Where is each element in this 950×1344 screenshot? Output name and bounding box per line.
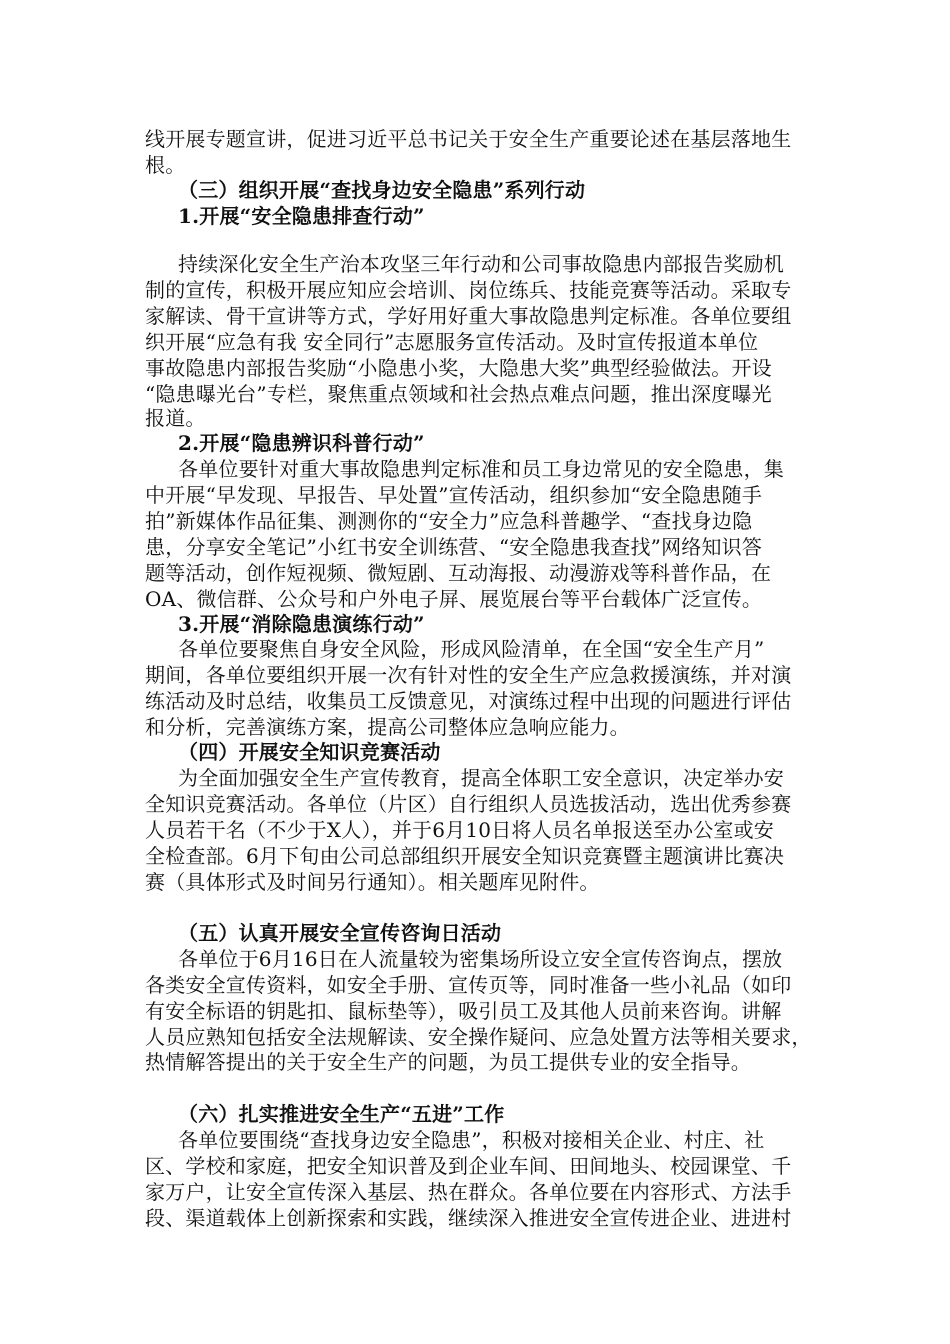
body-text-line: 期间，各单位要组织开展一次有针对性的安全生产应急救援演练，并对演 [145, 663, 792, 687]
subheading-3: 3.开展“消除隐患演练行动” [178, 612, 425, 636]
body-text-line: 段、渠道载体上创新探索和实践，继续深入推进安全宣传进企业、进进村 [145, 1206, 792, 1230]
body-text-line: OA、微信群、公众号和户外电子屏、展览展台等平台载体广泛宣传。 [145, 587, 763, 611]
body-text-line: 家万户，让安全宣传深入基层、热在群众。各单位要在内容形式、方法手 [145, 1180, 792, 1204]
section-heading-3: （三）组织开展“查找身边安全隐患”系列行动 [178, 178, 586, 202]
section-heading-4: （四）开展安全知识竞赛活动 [178, 740, 441, 764]
body-text-line: 全知识竞赛活动。各单位（片区）自行组织人员选拔活动，选出优秀参赛 [145, 792, 792, 816]
body-text-line: 制的宣传，积极开展应知应会培训、岗位练兵、技能竞赛等活动。采取专 [145, 278, 792, 302]
body-text-line: 题等活动，创作短视频、微短剧、互动海报、动漫游戏等科普作品，在 [145, 561, 772, 585]
body-text-line: 练活动及时总结，收集员工反馈意见，对演练过程中出现的问题进行评估 [145, 689, 792, 713]
body-text-line: 持续深化安全生产治本攻坚三年行动和公司事故隐患内部报告奖励机 [178, 252, 784, 276]
body-text-line: “隐患曝光台”专栏，聚焦重点领域和社会热点难点问题，推出深度曝光 [145, 382, 772, 406]
body-text-line: 各单位要聚焦自身安全风险，形成风险清单，在全国“安全生产月” [178, 637, 765, 661]
section-heading-5: （五）认真开展安全宣传咨询日活动 [178, 921, 502, 945]
body-text-line: 各单位于6月16日在人流量较为密集场所设立安全宣传咨询点，摆放 [178, 947, 783, 971]
body-text-line: 为全面加强安全生产宣传教育，提高全体职工安全意识，决定举办安 [178, 766, 784, 790]
subheading-1: 1.开展“安全隐患排查行动” [178, 204, 425, 228]
section-heading-6: （六）扎实推进安全生产“五进”工作 [178, 1102, 505, 1126]
body-text-line: 家解读、骨干宣讲等方式，学好用好重大事故隐患判定标准。各单位要组 [145, 304, 792, 328]
body-text-line: 根。 [145, 153, 186, 177]
body-text-line: 线开展专题宣讲，促进习近平总书记关于安全生产重要论述在基层落地生 [145, 127, 792, 151]
body-text-line: 拍”新媒体作品征集、测测你的“安全力”应急科普趣学、“查找身边隐 [145, 509, 753, 533]
body-text-line: 全检查部。6月下旬由公司总部组织开展安全知识竞赛暨主题演讲比赛决 [145, 844, 785, 868]
body-text-line: 人员应熟知包括安全法规解读、安全操作疑问、应急处置方法等相关要求， [145, 1025, 812, 1049]
subheading-2: 2.开展“隐患辨识科普行动” [178, 431, 425, 455]
body-text-line: 有安全标语的钥匙扣、鼠标垫等），吸引员工及其他人员前来咨询。讲解 [145, 999, 782, 1023]
body-text-line: 织开展“应急有我 安全同行”志愿服务宣传活动。及时宣传报道本单位 [145, 330, 759, 354]
body-text-line: 各单位要针对重大事故隐患判定标准和员工身边常见的安全隐患，集 [178, 457, 784, 481]
body-text-line: 和分析，完善演练方案，提高公司整体应急响应能力。 [145, 715, 630, 739]
body-text-line: 各类安全宣传资料，如安全手册、宣传页等，同时准备一些小礼品（如印 [145, 973, 792, 997]
body-text-line: 事故隐患内部报告奖励“小隐患小奖，大隐患大奖”典型经验做法。开设 [145, 356, 772, 380]
body-text-line: 区、学校和家庭，把安全知识普及到企业车间、田间地头、校园课堂、千 [145, 1154, 792, 1178]
body-text-line: 热情解答提出的关于安全生产的问题，为员工提供专业的安全指导。 [145, 1050, 751, 1074]
body-text-line: 人员若干名（不少于X人），并于6月10日将人员名单报送至办公室或安 [145, 818, 775, 842]
body-text-line: 赛（具体形式及时间另行通知）。相关题库见附件。 [145, 870, 600, 894]
body-text-line: 患，分享安全笔记”小红书安全训练营、“安全隐患我查找”网络知识答 [145, 535, 763, 559]
body-text-line: 报道。 [145, 406, 206, 430]
body-text-line: 中开展“早发现、早报告、早处置”宣传活动，组织参加“安全隐患随手 [145, 483, 763, 507]
body-text-line: 各单位要围绕“查找身边安全隐患”，积极对接相关企业、村庄、社 [178, 1128, 765, 1152]
